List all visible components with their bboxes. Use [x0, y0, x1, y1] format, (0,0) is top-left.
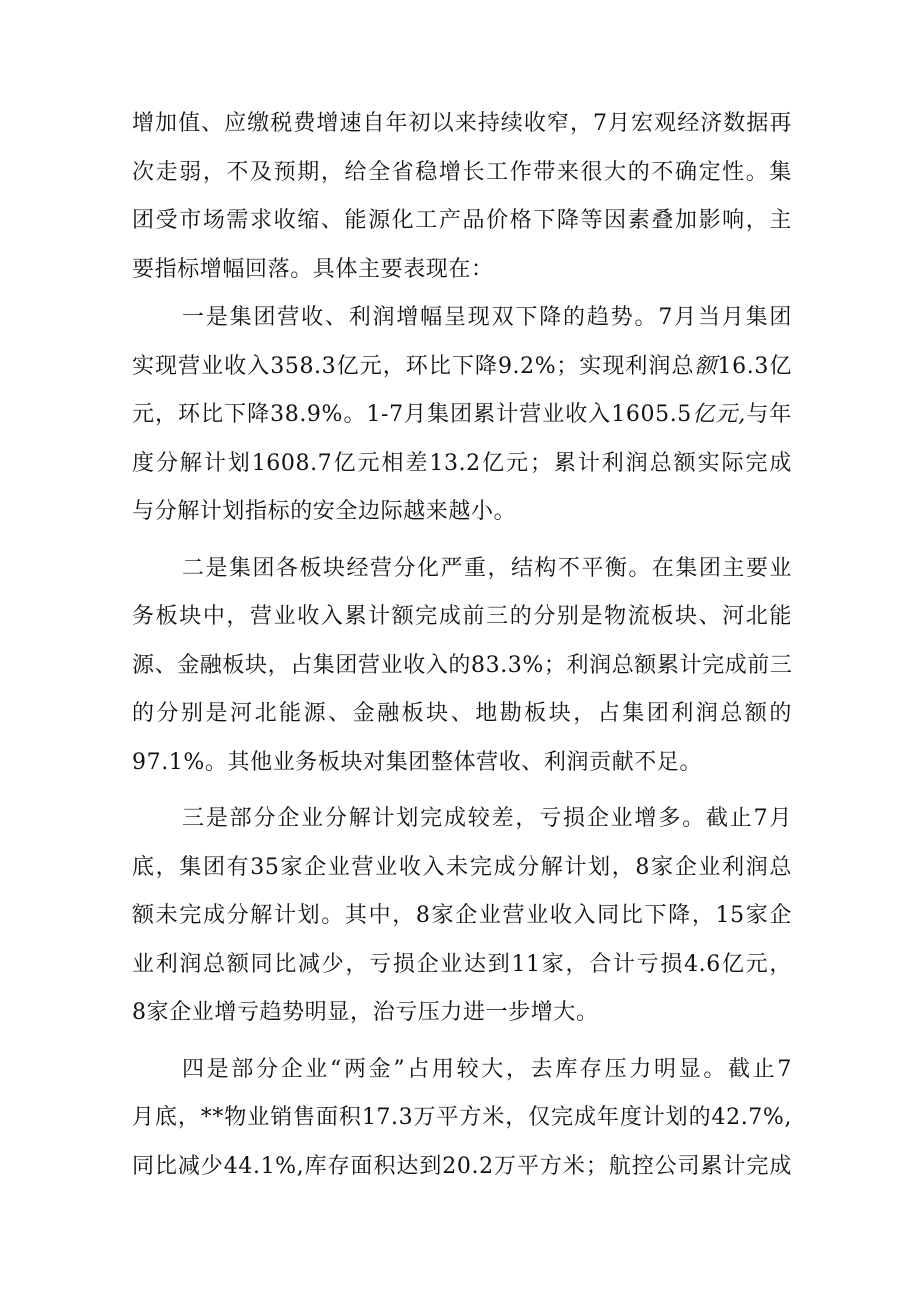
- text-line: [132, 1143, 792, 1192]
- text-line: [132, 844, 792, 893]
- text-line: [132, 941, 792, 990]
- text-segment: 底，集团有35家企业营业收入未完成分解计划，8家企业利润总: [132, 854, 792, 880]
- text-segment: 源、金融板块，占集团营业收入的83.3%；利润总额累计完成前三: [132, 652, 793, 678]
- text-line: [132, 343, 792, 392]
- text-line: [132, 100, 792, 149]
- text-line: [132, 440, 792, 489]
- text-segment: 务板块中，营业收入累计额完成前三的分别是物流板块、河北能: [132, 604, 792, 629]
- text-line: [132, 391, 792, 440]
- paragraph: [132, 100, 792, 294]
- text-segment-italic: 亿元,: [691, 402, 746, 427]
- text-line: [132, 642, 792, 691]
- text-segment: 增加值、应缴税费增速自年初以来持续收窄，7月宏观经济数据再: [132, 111, 792, 136]
- text-segment: 一是集团营收、利润增幅呈现双下降的趋势。7月当月集团: [182, 305, 792, 330]
- text-line: [132, 795, 792, 844]
- text-segment: 的分别是河北能源、金融板块、地勘板块，占集团利润总额的: [132, 701, 792, 726]
- text-segment: 16.3亿: [717, 353, 792, 379]
- text-segment: 次走弱，不及预期，给全省稳增长工作带来很大的不确定性。集: [132, 159, 792, 185]
- text-segment: 月底，**物业销售面积17.3万平方米，仅完成年度计划的42.7%,: [132, 1105, 792, 1130]
- text-segment: 97.1%。其他业务板块对集团整体营收、利润贡献不足。: [132, 749, 703, 775]
- text-line: [132, 892, 792, 941]
- text-line: [132, 690, 792, 739]
- text-segment: 三是部分企业分解计划完成较差，亏损企业增多。截止7月: [182, 806, 792, 831]
- paragraph: [132, 294, 792, 537]
- text-segment: 业利润总额同比减少，亏损企业达到11家，合计亏损4.6亿元，: [132, 951, 792, 977]
- text-segment: 与分解计划指标的安全边际越来越小。: [132, 499, 517, 524]
- paragraph: [132, 1046, 792, 1192]
- text-segment: 同比减少44.1%,库存面积达到20.2万平方米；航控公司累计完成: [132, 1153, 792, 1179]
- text-segment: 与年: [745, 402, 792, 427]
- text-line: [132, 294, 792, 343]
- text-segment: 8家企业增亏趋势明显，治亏压力进一步增大。: [132, 1000, 599, 1025]
- paragraph: [132, 545, 792, 788]
- text-segment: 实现营业收入358.3亿元，环比下降9.2%；实现利润总: [132, 353, 695, 379]
- text-segment: 额未完成分解计划。其中，8家企业营业收入同比下降，15家企: [132, 903, 792, 928]
- text-segment: 要指标增幅回落。具体主要表现在：: [132, 256, 494, 282]
- text-line: [132, 1094, 792, 1143]
- text-line: [132, 149, 792, 198]
- text-segment: 元，环比下降38.9%。1-7月集团累计营业收入1605.5: [132, 402, 692, 427]
- text-segment: 团受市场需求收缩、能源化工产品价格下降等因素叠加影响，主: [132, 208, 792, 233]
- text-line: [132, 545, 792, 594]
- text-line: [132, 989, 792, 1038]
- text-segment: 二是集团各板块经营分化严重，结构不平衡。在集团主要业: [182, 555, 792, 581]
- text-line: [132, 739, 792, 788]
- text-line: [132, 246, 792, 295]
- text-segment: 四是部分企业“两金”占用较大，去库存压力明显。截止7: [182, 1056, 792, 1082]
- text-segment: 度分解计划1608.7亿元相差13.2亿元；累计利润总额实际完成: [132, 450, 792, 476]
- text-line: [132, 488, 792, 537]
- text-segment-italic: 额: [694, 353, 718, 379]
- text-line: [132, 197, 792, 246]
- document-body: [132, 100, 792, 1191]
- paragraph: [132, 795, 792, 1038]
- text-line: [132, 1046, 792, 1095]
- text-line: [132, 593, 792, 642]
